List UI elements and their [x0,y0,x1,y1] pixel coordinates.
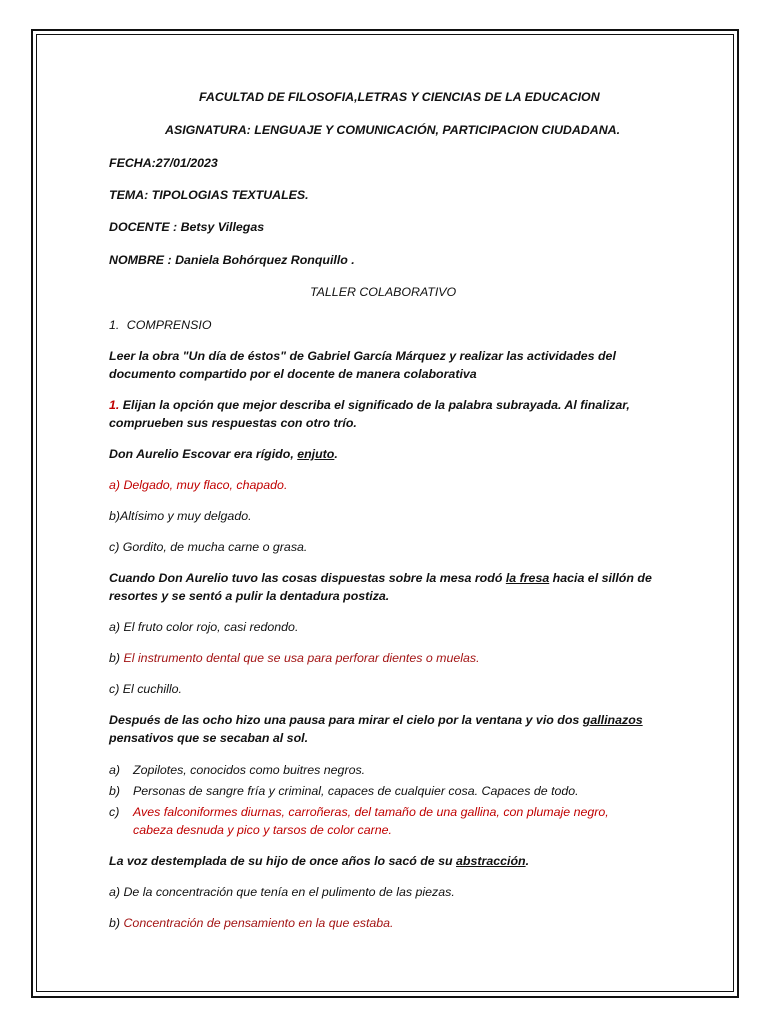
question-1-underlined-word: enjuto [297,447,335,461]
question-3-line-2: pensativos que se secaban al sol. [109,731,309,745]
question-4-text: La voz destemplada de su hijo de once años lo sacó de su [109,854,457,868]
q3-option-c-text-line-1: Aves falconiformes diurnas, carroñeras, del tamaño de una gallina, con plumaje negro, [133,805,609,819]
q3-option-a-marker: a) [109,763,121,777]
question-2-line-1 [109,570,652,586]
workshop-title: TALLER COLABORATIVO [310,285,457,299]
question-1-end: . [334,447,338,461]
q4-option-b [109,915,394,931]
activity-line-1 [109,397,630,413]
q3-option-b-marker: b) [109,784,121,798]
question-4 [109,853,529,869]
instructions-line-2: documento compartido por el docente de manera colaborativa [109,367,477,381]
q1-option-b: b)Altísimo y muy delgado. [109,509,252,523]
question-3-underlined-word: gallinazos [582,713,643,727]
q1-option-c: c) Gordito, de mucha carne o grasa. [109,540,308,554]
q4-option-a: a) De la concentración que tenía en el pulimento de las piezas. [109,885,455,899]
section-title: COMPRENSIO [126,318,212,332]
instructions-line-1: Leer la obra "Un día de éstos" de Gabriel García Márquez y realizar las actividades del [109,349,616,363]
topic-line: TEMA: TIPOLOGIAS TEXTUALES. [109,188,309,202]
q3-option-b-text: Personas de sangre fría y criminal, capaces de cualquier cosa. Capaces de todo. [133,784,579,798]
activity-text: Elijan la opción que mejor describa el significado de la palabra subrayada. Al finalizar, [119,398,630,412]
q4-option-b-text: Concentración de pensamiento en la que estaba. [120,916,394,930]
q2-option-a: a) El fruto color rojo, casi redondo. [109,620,299,634]
q4-option-b-letter: b) [109,916,121,930]
q3-option-a-text: Zopilotes, conocidos como buitres negros. [133,763,366,777]
question-3-text: Después de las ocho hizo una pausa para mirar el cielo por la ventana y vio dos [109,713,583,727]
faculty-heading: FACULTAD DE FILOSOFIA,LETRAS Y CIENCIAS DE LA EDUCACION [199,90,600,104]
q2-option-b-text: El instrumento dental que se usa para perforar dientes o muelas. [120,651,480,665]
question-2-line-2: resortes y se sentó a pulir la dentadura postiza. [109,589,390,603]
q2-option-b-letter: b) [109,651,121,665]
q3-option-c-marker: c) [109,805,120,819]
q2-option-c: c) El cuchillo. [109,682,182,696]
teacher-line: DOCENTE : Betsy Villegas [109,220,265,234]
q1-option-a: a) Delgado, muy flaco, chapado. [109,478,288,492]
student-name-line: NOMBRE : Daniela Bohórquez Ronquillo . [109,253,355,267]
question-2-text: Cuando Don Aurelio tuvo las cosas dispuestas sobre la mesa rodó [109,571,506,585]
activity-line-2: comprueben sus respuestas con otro trío. [109,416,357,430]
q2-option-b [109,650,480,666]
q3-option-c-text-line-2: cabeza desnuda y pico y tarsos de color carne. [133,823,392,837]
question-4-underlined-word: abstracción [456,854,526,868]
question-4-end: . [525,854,530,868]
question-1 [109,446,338,462]
question-3-line-1 [109,712,643,728]
section-heading [109,317,211,333]
subject-line: ASIGNATURA: LENGUAJE Y COMUNICACIÓN, PARTICIPACION CIUDADANA. [165,123,621,137]
question-1-text: Don Aurelio Escovar era rígido, [109,447,298,461]
date-line: FECHA:27/01/2023 [109,156,218,170]
question-2-text-end: hacia el sillón de [549,571,652,585]
activity-number: 1. [109,398,120,412]
question-2-underlined-word: la fresa [505,571,550,585]
section-number: 1. [109,318,120,332]
